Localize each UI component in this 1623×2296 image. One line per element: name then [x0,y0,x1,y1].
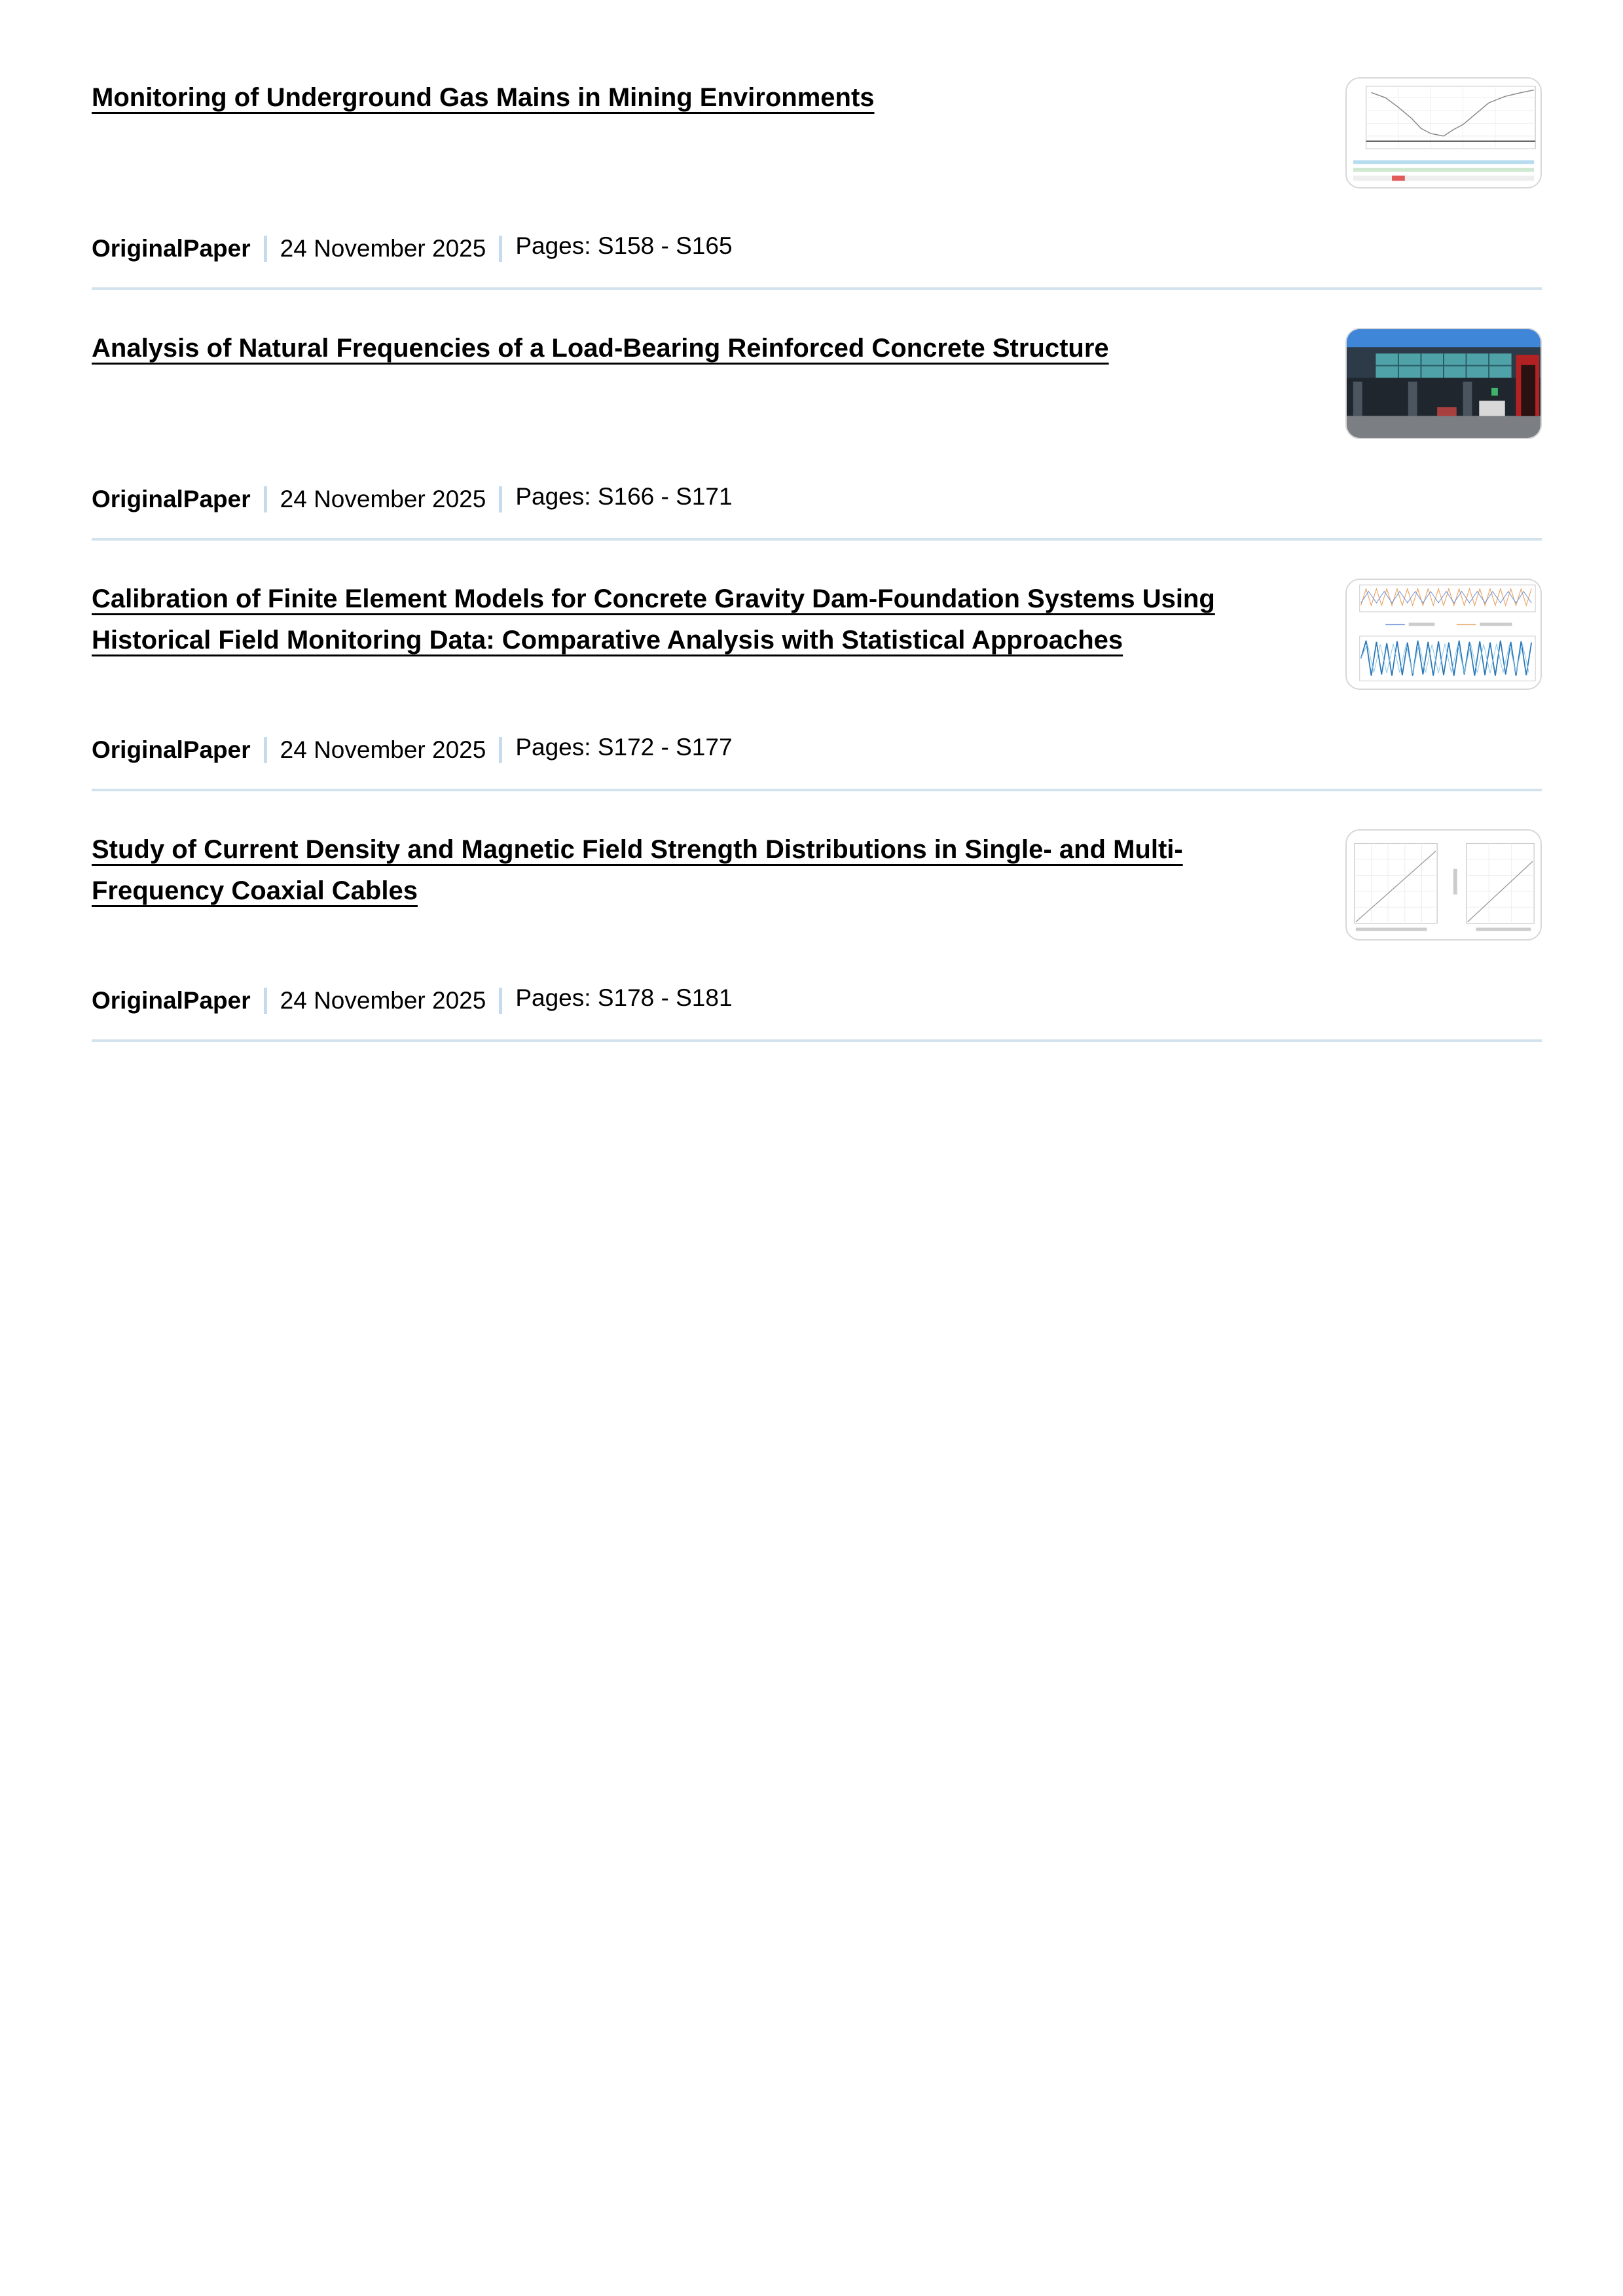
article-meta [92,485,733,514]
page-range: Pages: S172 - S177 [515,734,733,761]
page-range: Pages: S178 - S181 [515,984,733,1011]
content-type: OriginalPaper [92,987,251,1014]
content-type: OriginalPaper [92,235,251,262]
meta-separator [264,236,267,262]
publish-date: 24 November 2025 [280,736,486,763]
page-range: Pages: S158 - S165 [515,232,733,259]
article-item [92,290,1542,541]
page-range: Pages: S166 - S171 [515,483,733,510]
article-title-link[interactable]: Analysis of Natural Frequencies of a Load-Bearing Reinforced Concrete Structure [92,334,1109,363]
oscillation-chart-thumbnail-icon[interactable] [1345,579,1542,690]
meta-separator [499,486,502,512]
line-chart-thumbnail-icon[interactable] [1345,77,1542,188]
content-type: OriginalPaper [92,736,251,763]
article-meta [92,234,733,263]
article-item [92,541,1542,791]
article-title-link[interactable]: Monitoring of Underground Gas Mains in Mining Environments [92,83,875,112]
dual-plot-thumbnail-icon[interactable] [1345,829,1542,941]
publish-date: 24 November 2025 [280,235,486,262]
meta-separator [264,737,267,763]
publish-date: 24 November 2025 [280,486,486,512]
meta-separator [264,486,267,512]
article-meta [92,736,733,764]
article-meta [92,986,733,1015]
meta-separator [499,737,502,763]
publish-date: 24 November 2025 [280,987,486,1014]
meta-separator [499,236,502,262]
meta-separator [264,988,267,1014]
building-photo-thumbnail-icon[interactable] [1345,328,1542,439]
article-item [92,39,1542,290]
meta-separator [499,988,502,1014]
content-type: OriginalPaper [92,486,251,512]
article-title-link[interactable]: Calibration of Finite Element Models for Concrete Gravity Dam-Foundation Systems Using Historical Field Monitoring Data: Comparative Analysis with Statistical Approaches [92,584,1215,655]
article-title-link[interactable]: Study of Current Density and Magnetic Field Strength Distributions in Single- and Multi-Frequency Coaxial Cables [92,835,1183,905]
article-item [92,791,1542,1042]
